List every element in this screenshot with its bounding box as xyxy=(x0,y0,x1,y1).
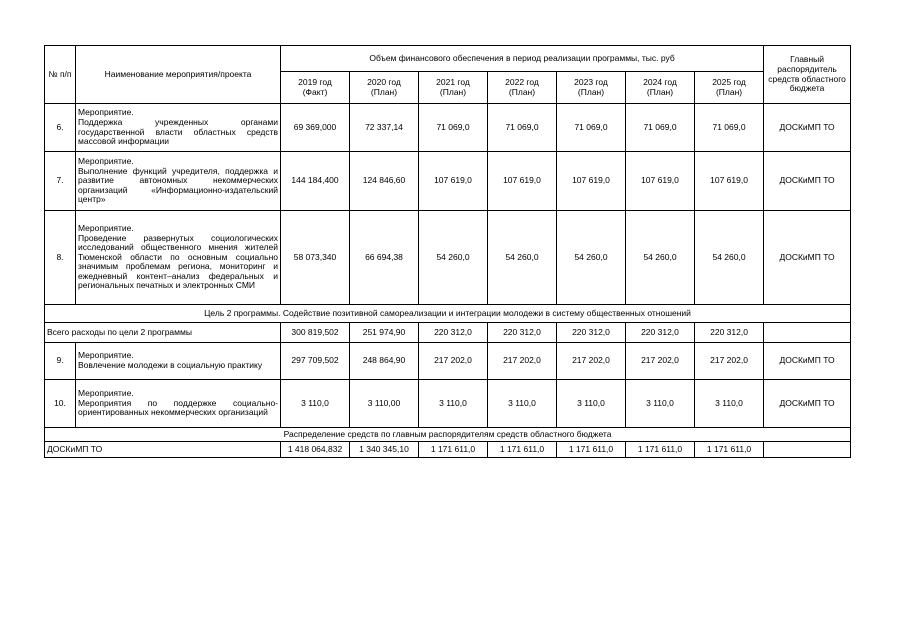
value-cell: 217 202,0 xyxy=(488,343,557,380)
value-cell: 71 069,0 xyxy=(626,104,695,152)
goal-2-title: Цель 2 программы. Содействие позитивной самореализации и интеграции молодежи в систему общественных отношений xyxy=(45,305,851,323)
value-cell: 297 709,502 xyxy=(281,343,350,380)
manager-total-label: ДОСКиМП ТО xyxy=(45,442,281,458)
col-header-financing: Объем финансового обеспечения в период реализации программы, тыс. руб xyxy=(281,46,764,72)
manager-cell-empty xyxy=(764,323,851,343)
value-cell: 144 184,400 xyxy=(281,152,350,211)
value-cell: 3 110,0 xyxy=(695,380,764,428)
value-cell: 54 260,0 xyxy=(557,211,626,305)
value-cell: 220 312,0 xyxy=(695,323,764,343)
value-cell: 71 069,0 xyxy=(695,104,764,152)
value-cell: 107 619,0 xyxy=(557,152,626,211)
manager-cell: ДОСКиМП ТО xyxy=(764,211,851,305)
value-cell: 58 073,340 xyxy=(281,211,350,305)
table-row xyxy=(45,343,851,380)
value-cell: 71 069,0 xyxy=(488,104,557,152)
col-header-manager: Главный распорядитель средств областного бюджета xyxy=(764,46,851,104)
value-cell: 3 110,0 xyxy=(557,380,626,428)
activity-name: Мероприятие. Поддержка учрежденных органами государственной власти областных средств массовой информации xyxy=(76,104,281,152)
value-cell: 107 619,0 xyxy=(695,152,764,211)
row-number: 9. xyxy=(45,343,76,380)
value-cell: 220 312,0 xyxy=(626,323,695,343)
value-cell: 72 337,14 xyxy=(350,104,419,152)
value-cell: 220 312,0 xyxy=(488,323,557,343)
value-cell: 220 312,0 xyxy=(419,323,488,343)
value-cell: 1 171 611,0 xyxy=(419,442,488,458)
value-cell: 107 619,0 xyxy=(488,152,557,211)
table-row xyxy=(45,152,851,211)
manager-cell-empty xyxy=(764,442,851,458)
year-header: 2024 год (План) xyxy=(626,72,695,104)
col-header-name: Наименование мероприятия/проекта xyxy=(76,46,281,104)
year-header: 2025 год (План) xyxy=(695,72,764,104)
value-cell: 217 202,0 xyxy=(419,343,488,380)
total-row xyxy=(45,323,851,343)
activity-name: Мероприятие. Вовлечение молодежи в социальную практику xyxy=(76,343,281,380)
manager-cell: ДОСКиМП ТО xyxy=(764,380,851,428)
row-number: 6. xyxy=(45,104,76,152)
value-cell: 1 171 611,0 xyxy=(488,442,557,458)
year-header: 2022 год (План) xyxy=(488,72,557,104)
activity-name: Мероприятие. Выполнение функций учредителя, поддержка и развитие автономных некоммерческих организаций «Информационно-издательский центр» xyxy=(76,152,281,211)
value-cell: 66 694,38 xyxy=(350,211,419,305)
value-cell: 3 110,0 xyxy=(281,380,350,428)
row-number: 10. xyxy=(45,380,76,428)
table-row xyxy=(45,211,851,305)
year-header: 2023 год (План) xyxy=(557,72,626,104)
value-cell: 71 069,0 xyxy=(419,104,488,152)
value-cell: 54 260,0 xyxy=(419,211,488,305)
value-cell: 69 369,000 xyxy=(281,104,350,152)
total-goal-label: Всего расходы по цели 2 программы xyxy=(45,323,281,343)
value-cell: 71 069,0 xyxy=(557,104,626,152)
year-header: 2019 год (Факт) xyxy=(281,72,350,104)
value-cell: 217 202,0 xyxy=(695,343,764,380)
manager-cell: ДОСКиМП ТО xyxy=(764,152,851,211)
value-cell: 1 171 611,0 xyxy=(695,442,764,458)
value-cell: 107 619,0 xyxy=(419,152,488,211)
value-cell: 300 819,502 xyxy=(281,323,350,343)
table-row xyxy=(45,104,851,152)
value-cell: 248 864,90 xyxy=(350,343,419,380)
value-cell: 3 110,0 xyxy=(488,380,557,428)
row-number: 8. xyxy=(45,211,76,305)
value-cell: 3 110,00 xyxy=(350,380,419,428)
value-cell: 54 260,0 xyxy=(626,211,695,305)
activity-name: Мероприятие. Мероприятия по поддержке социально-ориентированных некоммерческих организаций xyxy=(76,380,281,428)
col-header-num: № п/п xyxy=(45,46,76,104)
activity-name: Мероприятие. Проведение развернутых социологических исследований общественного мнения жителей Тюменской области по основным социально значимым проблемам региона, мониторинг и ежедневный контент–анализ федеральных и региональных печатных и электронных СМИ xyxy=(76,211,281,305)
manager-cell: ДОСКиМП ТО xyxy=(764,343,851,380)
year-header: 2021 год (План) xyxy=(419,72,488,104)
financing-table xyxy=(44,45,851,458)
value-cell: 3 110,0 xyxy=(419,380,488,428)
value-cell: 1 171 611,0 xyxy=(626,442,695,458)
value-cell: 251 974,90 xyxy=(350,323,419,343)
table-row xyxy=(45,380,851,428)
value-cell: 54 260,0 xyxy=(695,211,764,305)
distribution-title: Распределение средств по главным распорядителям средств областного бюджета xyxy=(45,428,851,442)
value-cell: 1 340 345,10 xyxy=(350,442,419,458)
value-cell: 220 312,0 xyxy=(557,323,626,343)
manager-cell: ДОСКиМП ТО xyxy=(764,104,851,152)
value-cell: 54 260,0 xyxy=(488,211,557,305)
header-row-1 xyxy=(45,46,851,72)
row-number: 7. xyxy=(45,152,76,211)
value-cell: 1 171 611,0 xyxy=(557,442,626,458)
year-header: 2020 год (План) xyxy=(350,72,419,104)
value-cell: 217 202,0 xyxy=(626,343,695,380)
distribution-row xyxy=(45,428,851,442)
goal-row xyxy=(45,305,851,323)
value-cell: 107 619,0 xyxy=(626,152,695,211)
value-cell: 124 846,60 xyxy=(350,152,419,211)
value-cell: 1 418 064,832 xyxy=(281,442,350,458)
manager-total-row xyxy=(45,442,851,458)
value-cell: 3 110,0 xyxy=(626,380,695,428)
value-cell: 217 202,0 xyxy=(557,343,626,380)
